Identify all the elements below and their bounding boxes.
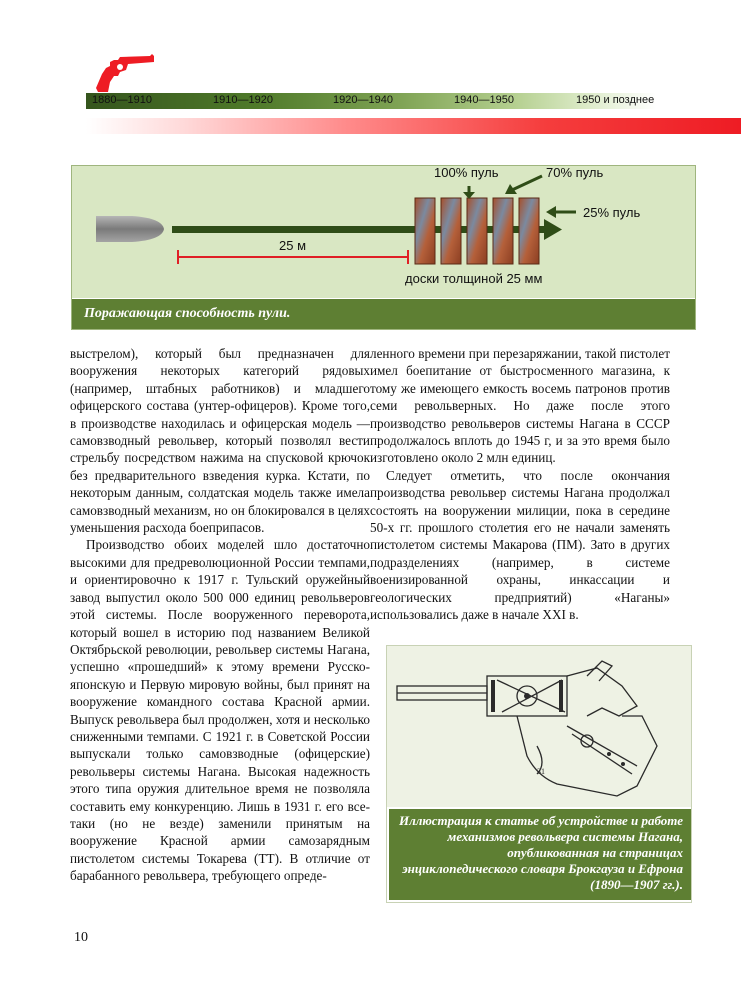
paragraph: ленного времени при перезаряжании, такой пистолет имел боепитание от быстросменного магазина, к тому же имеющего емкость восемь патронов против семи револьверных. Но даже после этого производство револьверов системы Нагана в СССР продолжалось вплоть до 1945 г, и за это время было изготовлено около 2 млн единиц. [370, 346, 670, 466]
bullet-penetration-diagram [71, 165, 696, 330]
timeline-bar [86, 93, 656, 109]
diagram-drawing [72, 166, 697, 301]
boards-label: доски толщиной 25 мм [405, 271, 543, 286]
distance-label: 25 м [279, 238, 307, 253]
left-column [70, 345, 370, 885]
paragraph: Производство обоих моделей шло достаточно высокими для предреволюционной России темпами, и ориентировочно к 1917 г. Тульский оружейный завод выпустил около 500 000 единиц револьверов этой системы. После вооруженного переворота, который вошел в историю под названием Великой Октябрьской революции, револьвер системы Нагана, успешно «прошедший» к этому времени Русско-японскую и Первую мировую войны, был принят на вооружение командного состава Красной армии. Выпуск револьвера был продолжен, хотя и несколько сниженными темпами. С 1921 г. в Советской России выпускали только самовзводные (офицерские) револьверы системы Нагана. Высокая надежность этого типа оружия длительное время не позволяла составить ему конкуренцию. Лишь в 1931 г. его все-таки (но не везде) заменили принятым на вооружение Красной армии самозарядным пистолетом системы Токарева (ТТ). В отличие от барабанного револьвера, требующего опреде- [70, 537, 370, 884]
paragraph: Следует отметить, что после окончания производства револьвер системы Нагана продолжал состоять на вооружении милиции, пока в середине 50-х гг. прошлого столетия его не начали заменять пистолетом системы Макарова (ПМ). Зато в других подразделениях (например, в системе военизированной охраны, инкассации и геологических предприятий) «Наганы» использовались даже в начале XXI в. [370, 467, 670, 623]
timeline-period: 1880—1910 [92, 94, 152, 106]
figure-caption: Иллюстрация к статье об устройстве и работе механизмов револьвера системы Нагана, опубликованная на страницах энциклопедического словаря Брокгауза и Ефрона (1890—1907 гг.). [387, 807, 692, 902]
revolver-mechanism-figure [386, 645, 692, 903]
timeline-period: 1920—1940 [333, 94, 393, 106]
timeline-period: 1950 и позднее [576, 94, 655, 106]
paragraph: выстрелом), который был предназначен для вооружения некоторых категорий рядовых (например, штабных работников) и младшего офицерского состава (унтер-офицеров). Кроме того, в производстве находилась и офицерская модель — самовзводный револьвер, который позволял вести стрельбу посредством нажима на спусковой крючок без предварительного взведения курка. Кстати, по некоторым данным, солдатская модель также имела самовзводный механизм, но он блокировался в целях уменьшения расхода боеприпасов. [70, 346, 370, 536]
right-column [370, 345, 670, 624]
revolver-icon [92, 52, 154, 92]
label-100-percent: 100% пуль [434, 165, 499, 180]
callout-number: 31 [537, 767, 545, 776]
page-number: 10 [74, 930, 88, 945]
diagram-caption: Поражающая способность пули. [72, 298, 695, 329]
red-gradient-stripe [86, 118, 741, 134]
bullet-icon [96, 216, 164, 242]
timeline-period: 1940—1950 [454, 94, 514, 106]
label-25-percent: 25% пуль [583, 205, 641, 220]
revolver-mechanism-drawing [387, 646, 692, 816]
wooden-boards [415, 198, 539, 264]
timeline-period: 1910—1920 [213, 94, 273, 106]
label-70-percent: 70% пуль [546, 165, 604, 180]
